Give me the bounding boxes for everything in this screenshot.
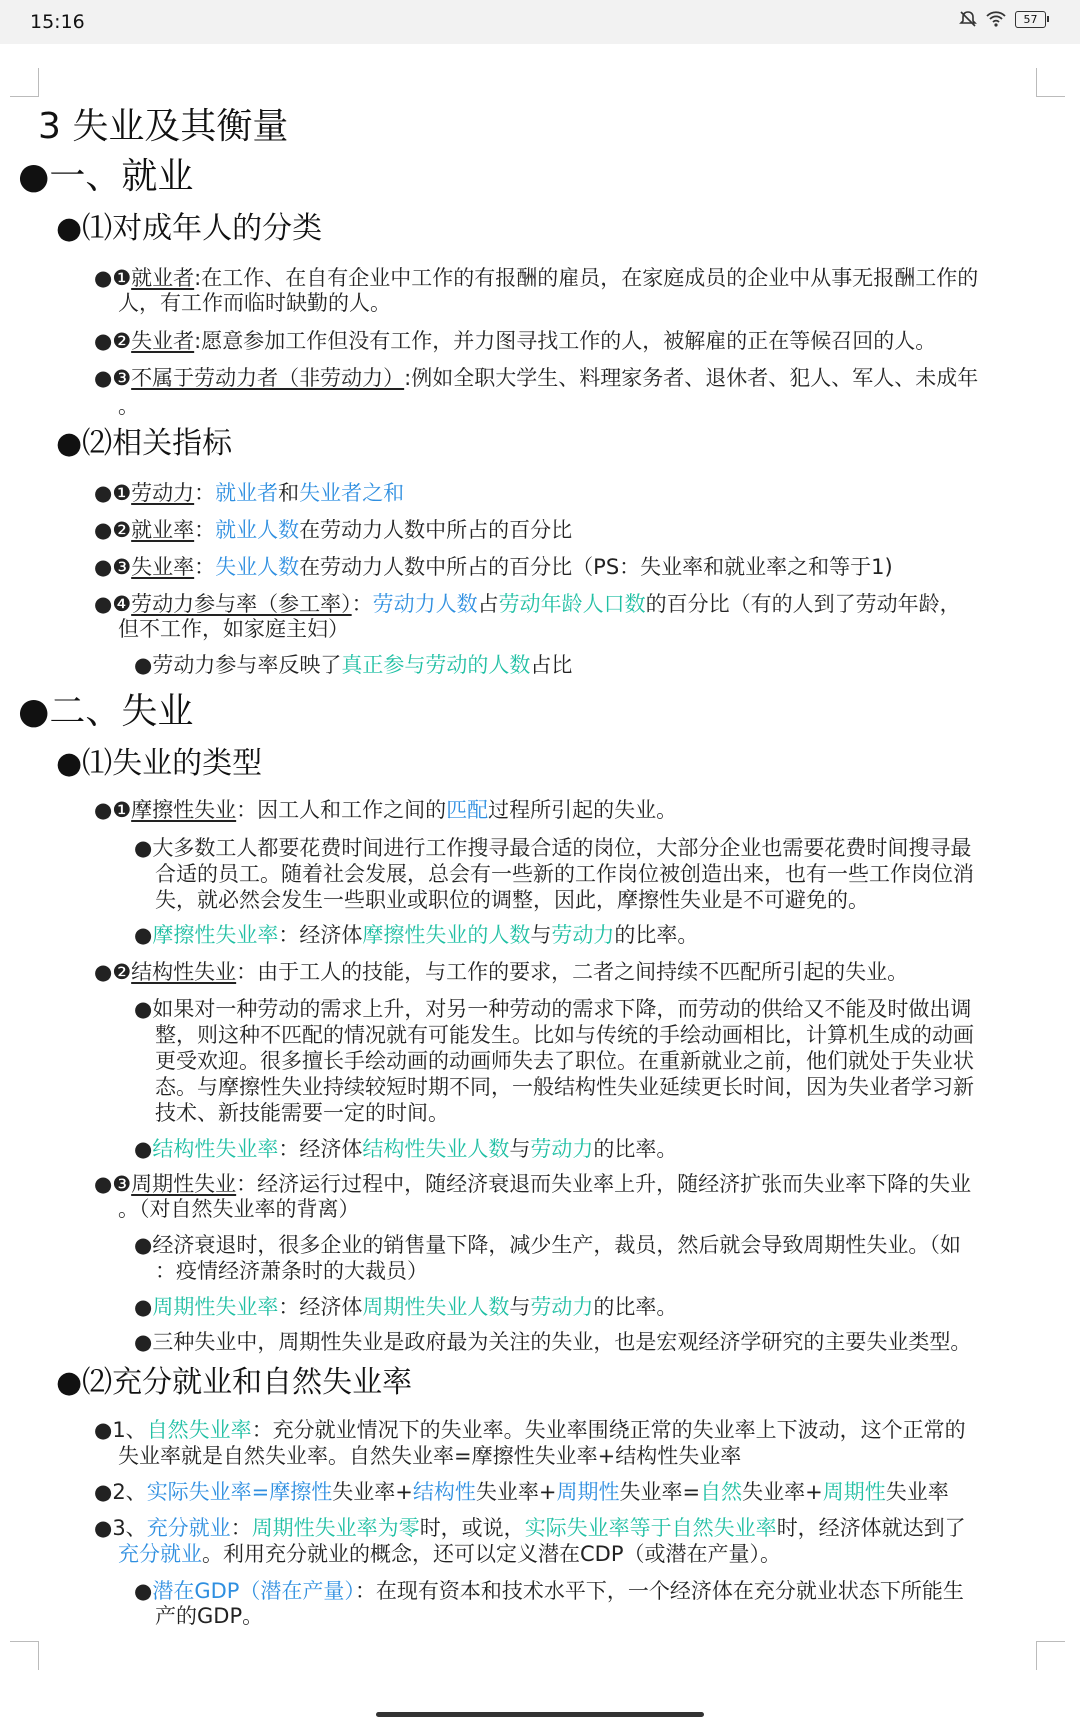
paragraph-cont: 更受欢迎。很多擅长手绘动画的动画师失去了职位。在重新就业之前，他们就处于失业状 <box>155 1049 974 1073</box>
list-item: ●❶劳动力：就业者和失业者之和 <box>94 481 405 505</box>
list-item-cont: 。 <box>118 394 139 418</box>
paragraph-cont: ：疫情经济萧条时的大裁员） <box>155 1259 428 1283</box>
list-item-cont: 但不工作，如家庭主妇） <box>118 617 349 641</box>
list-item: ●三种失业中，周期性失业是政府最为关注的失业，也是宏观经济学研究的主要失业类型。 <box>134 1330 972 1354</box>
list-item: ●❹劳动力参与率（参工率）：劳动力人数占劳动年龄人口数的百分比（有的人到了劳动年龄， <box>94 592 961 616</box>
page-corner-mark <box>1036 68 1065 97</box>
clock: 15:16 <box>30 11 85 33</box>
list-item: ●劳动力参与率反映了真正参与劳动的人数占比 <box>134 653 573 677</box>
paragraph-cont: 合适的员工。随着社会发展，总会有一些新的工作岗位被创造出来，也有一些工作岗位消 <box>155 862 974 886</box>
list-item: ●❶摩擦性失业：因工人和工作之间的匹配过程所引起的失业。 <box>94 798 678 822</box>
wifi-icon <box>986 11 1006 27</box>
paragraph-cont: 失，就必然会发生一些职业或职位的调整，因此，摩擦性失业是不可避免的。 <box>155 888 869 912</box>
list-item: ●周期性失业率：经济体周期性失业人数与劳动力的比率。 <box>134 1295 678 1319</box>
paragraph: ●如果对一种劳动的需求上升，对另一种劳动的需求下降，而劳动的供给又不能及时做出调 <box>134 997 972 1021</box>
paragraph-cont: 态。与摩擦性失业持续较短时期不同，一般结构性失业延续更长时间，因为失业者学习新 <box>155 1075 974 1099</box>
page-title: 3 失业及其衡量 <box>38 106 289 147</box>
list-item-cont: 。（对自然失业率的背离） <box>118 1197 360 1221</box>
section-heading: ●一、就业 <box>18 156 194 197</box>
subsection-heading: ●⑴失业的类型 <box>56 746 263 781</box>
paragraph-cont: 技术、新技能需要一定的时间。 <box>155 1101 449 1125</box>
list-item: ●❷就业率：就业人数在劳动力人数中所占的百分比 <box>94 518 573 542</box>
page-corner-mark <box>10 1641 39 1670</box>
paragraph: ●经济衰退时，很多企业的销售量下降，减少生产，裁员，然后就会导致周期性失业。（如 <box>134 1233 961 1257</box>
battery-icon: 57 <box>1015 11 1046 28</box>
list-item: ●❸不属于劳动力者（非劳动力）:例如全职大学生、料理家务者、退休者、犯人、军人、未成年 <box>94 366 979 390</box>
page-corner-mark <box>10 68 39 97</box>
list-item-cont: 产的GDP。 <box>155 1604 264 1628</box>
subsection-heading: ●⑵充分就业和自然失业率 <box>56 1365 413 1400</box>
status-icons <box>959 10 1046 28</box>
list-item: ●摩擦性失业率：经济体摩擦性失业的人数与劳动力的比率。 <box>134 923 699 947</box>
paragraph-cont: 整，则这种不匹配的情况就有可能发生。比如与传统的手绘动画相比，计算机生成的动画 <box>155 1023 974 1047</box>
list-item: ●❷失业者:愿意参加工作但没有工作，并力图寻找工作的人，被解雇的正在等候召回的人。 <box>94 329 937 353</box>
home-indicator[interactable] <box>376 1712 704 1717</box>
subsection-heading: ●⑴对成年人的分类 <box>56 211 323 246</box>
list-item: ●结构性失业率：经济体结构性失业人数与劳动力的比率。 <box>134 1137 678 1161</box>
list-item: ●❸周期性失业：经济运行过程中，随经济衰退而失业率上升，随经济扩张而失业率下降的失业 <box>94 1172 972 1196</box>
list-item: ●❶就业者:在工作、在自有企业中工作的有报酬的雇员，在家庭成员的企业中从事无报酬工作的 <box>94 266 979 290</box>
subsection-heading: ●⑵相关指标 <box>56 426 233 461</box>
list-item: ●❷结构性失业：由于工人的技能，与工作的要求，二者之间持续不匹配所引起的失业。 <box>94 960 909 984</box>
list-item: ●2、实际失业率=摩擦性失业率+结构性失业率+周期性失业率=自然失业率+周期性失业率 <box>94 1480 949 1504</box>
list-item-cont: 充分就业。利用充分就业的概念，还可以定义潜在CDP（或潜在产量）。 <box>118 1542 781 1566</box>
list-item-cont: 人，有工作而临时缺勤的人。 <box>118 291 391 315</box>
list-item: ●❸失业率：失业人数在劳动力人数中所占的百分比（PS：失业率和就业率之和等于1) <box>94 555 893 579</box>
mute-icon <box>959 10 977 28</box>
list-item: ●1、自然失业率：充分就业情况下的失业率。失业率围绕正常的失业率上下波动，这个正常的 <box>94 1418 966 1442</box>
list-item: ●潜在GDP（潜在产量）：在现有资本和技术水平下，一个经济体在充分就业状态下所能生 <box>134 1579 964 1603</box>
section-heading: ●二、失业 <box>18 691 194 732</box>
list-item-cont: 失业率就是自然失业率。自然失业率=摩擦性失业率+结构性失业率 <box>118 1444 742 1468</box>
paragraph: ●大多数工人都要花费时间进行工作搜寻最合适的岗位，大部分企业也需要花费时间搜寻最 <box>134 836 972 860</box>
page-corner-mark <box>1036 1641 1065 1670</box>
list-item: ●3、充分就业：周期性失业率为零时，或说，实际失业率等于自然失业率时，经济体就达到了 <box>94 1516 966 1540</box>
status-bar <box>0 0 1080 44</box>
